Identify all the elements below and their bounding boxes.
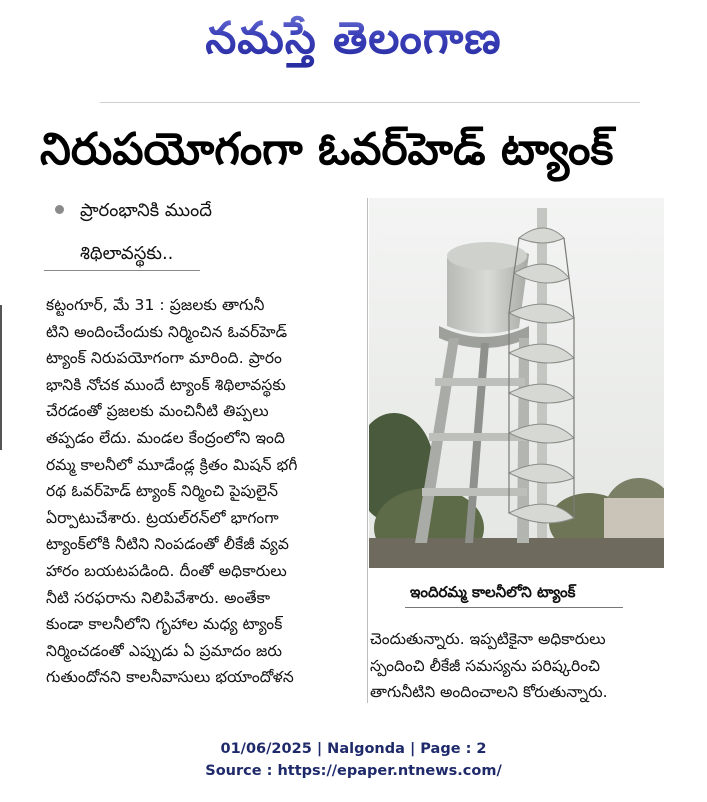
- page-edge-mark: [0, 305, 8, 450]
- body-line: హారం బయటపడింది. దీంతో అధికారులు: [46, 561, 287, 580]
- body-line: టిని అందించేందుకు నిర్మించిన ఓవర్‌హెడ్: [46, 322, 288, 341]
- footer-date-edition: 01/06/2025 | Nalgonda | Page : 2: [220, 741, 487, 757]
- tank-illustration: [369, 198, 664, 568]
- body-line: ట్యాంక్ నిరుపయోగంగా మారింది. ప్రారం: [46, 349, 282, 368]
- subhead-line-1: ప్రారంభానికి ముందే: [80, 200, 212, 221]
- article-body-right: [370, 626, 670, 706]
- body-line: ట్యాంక్‌లోకి నీటిని నింపడంతో లీకేజీ వ్యవ: [46, 535, 289, 554]
- body-line: రమ్మ కాలనీలో మూడేండ్ల క్రితం మిషన్ భగీ: [46, 455, 298, 474]
- body-line: భానికి నోచక ముందే ట్యాంక్ శిథిలావస్థకు: [46, 375, 286, 394]
- body-line: రథ ఓవర్‌హెడ్ ట్యాంక్ నిర్మించి పైపులైన్: [46, 482, 279, 501]
- body-line: చెందుతున్నారు. ఇప్పటికైనా అధికారులు: [370, 630, 606, 648]
- page-footer: [0, 738, 707, 782]
- masthead-title: నమస్తే తెలంగాణ: [205, 4, 501, 74]
- masthead-logo: [0, 4, 707, 74]
- body-line: చేరడంతో ప్రజలకు మంచినీటి తిప్పలు: [46, 402, 269, 421]
- body-line: కుండా కాలనీలోని గృహాల మధ్య ట్యాంక్: [46, 615, 283, 634]
- column-divider: [367, 198, 368, 703]
- subhead-line-2: శిథిలావస్థకు..: [80, 243, 174, 264]
- article-headline: నిరుపయోగంగా ఓవర్‌హెడ్ ట్యాంక్: [40, 124, 614, 175]
- body-line: తాగునీటిని అందించాలని కోరుతున్నారు.: [370, 683, 608, 702]
- body-line: తప్పడం లేదు. మండల కేంద్రంలోని ఇంది: [46, 428, 286, 447]
- footer-source: Source : https://epaper.ntnews.com/: [205, 763, 502, 779]
- header-divider: [100, 102, 640, 103]
- caption-underline: [405, 607, 623, 608]
- article-body-left: [46, 292, 362, 691]
- photo-caption: ఇందిరమ్మ కాలనీలోని ట్యాంక్: [410, 583, 576, 601]
- body-line: నిర్మించడంతో ఎప్పుడు ఏ ప్రమాదం జరు: [46, 641, 283, 660]
- body-line: కట్టంగూర్, మే 31 : ప్రజలకు తాగునీ: [46, 296, 265, 314]
- water-tank-photo: [369, 198, 664, 568]
- body-line: ఏర్పాటుచేశారు. ట్రయల్‌రన్‌లో భాగంగా: [46, 508, 279, 527]
- subhead-underline: [44, 270, 200, 271]
- bullet-icon: [55, 205, 64, 214]
- body-line: నీటి సరఫరాను నిలిపివేశారు. అంతేకా: [46, 588, 271, 607]
- body-line: గుతుందోనని కాలనీవాసులు భయాందోళన: [46, 668, 294, 687]
- body-line: స్పందించి లీకేజీ సమస్యను పరిష్కరించి: [370, 656, 600, 675]
